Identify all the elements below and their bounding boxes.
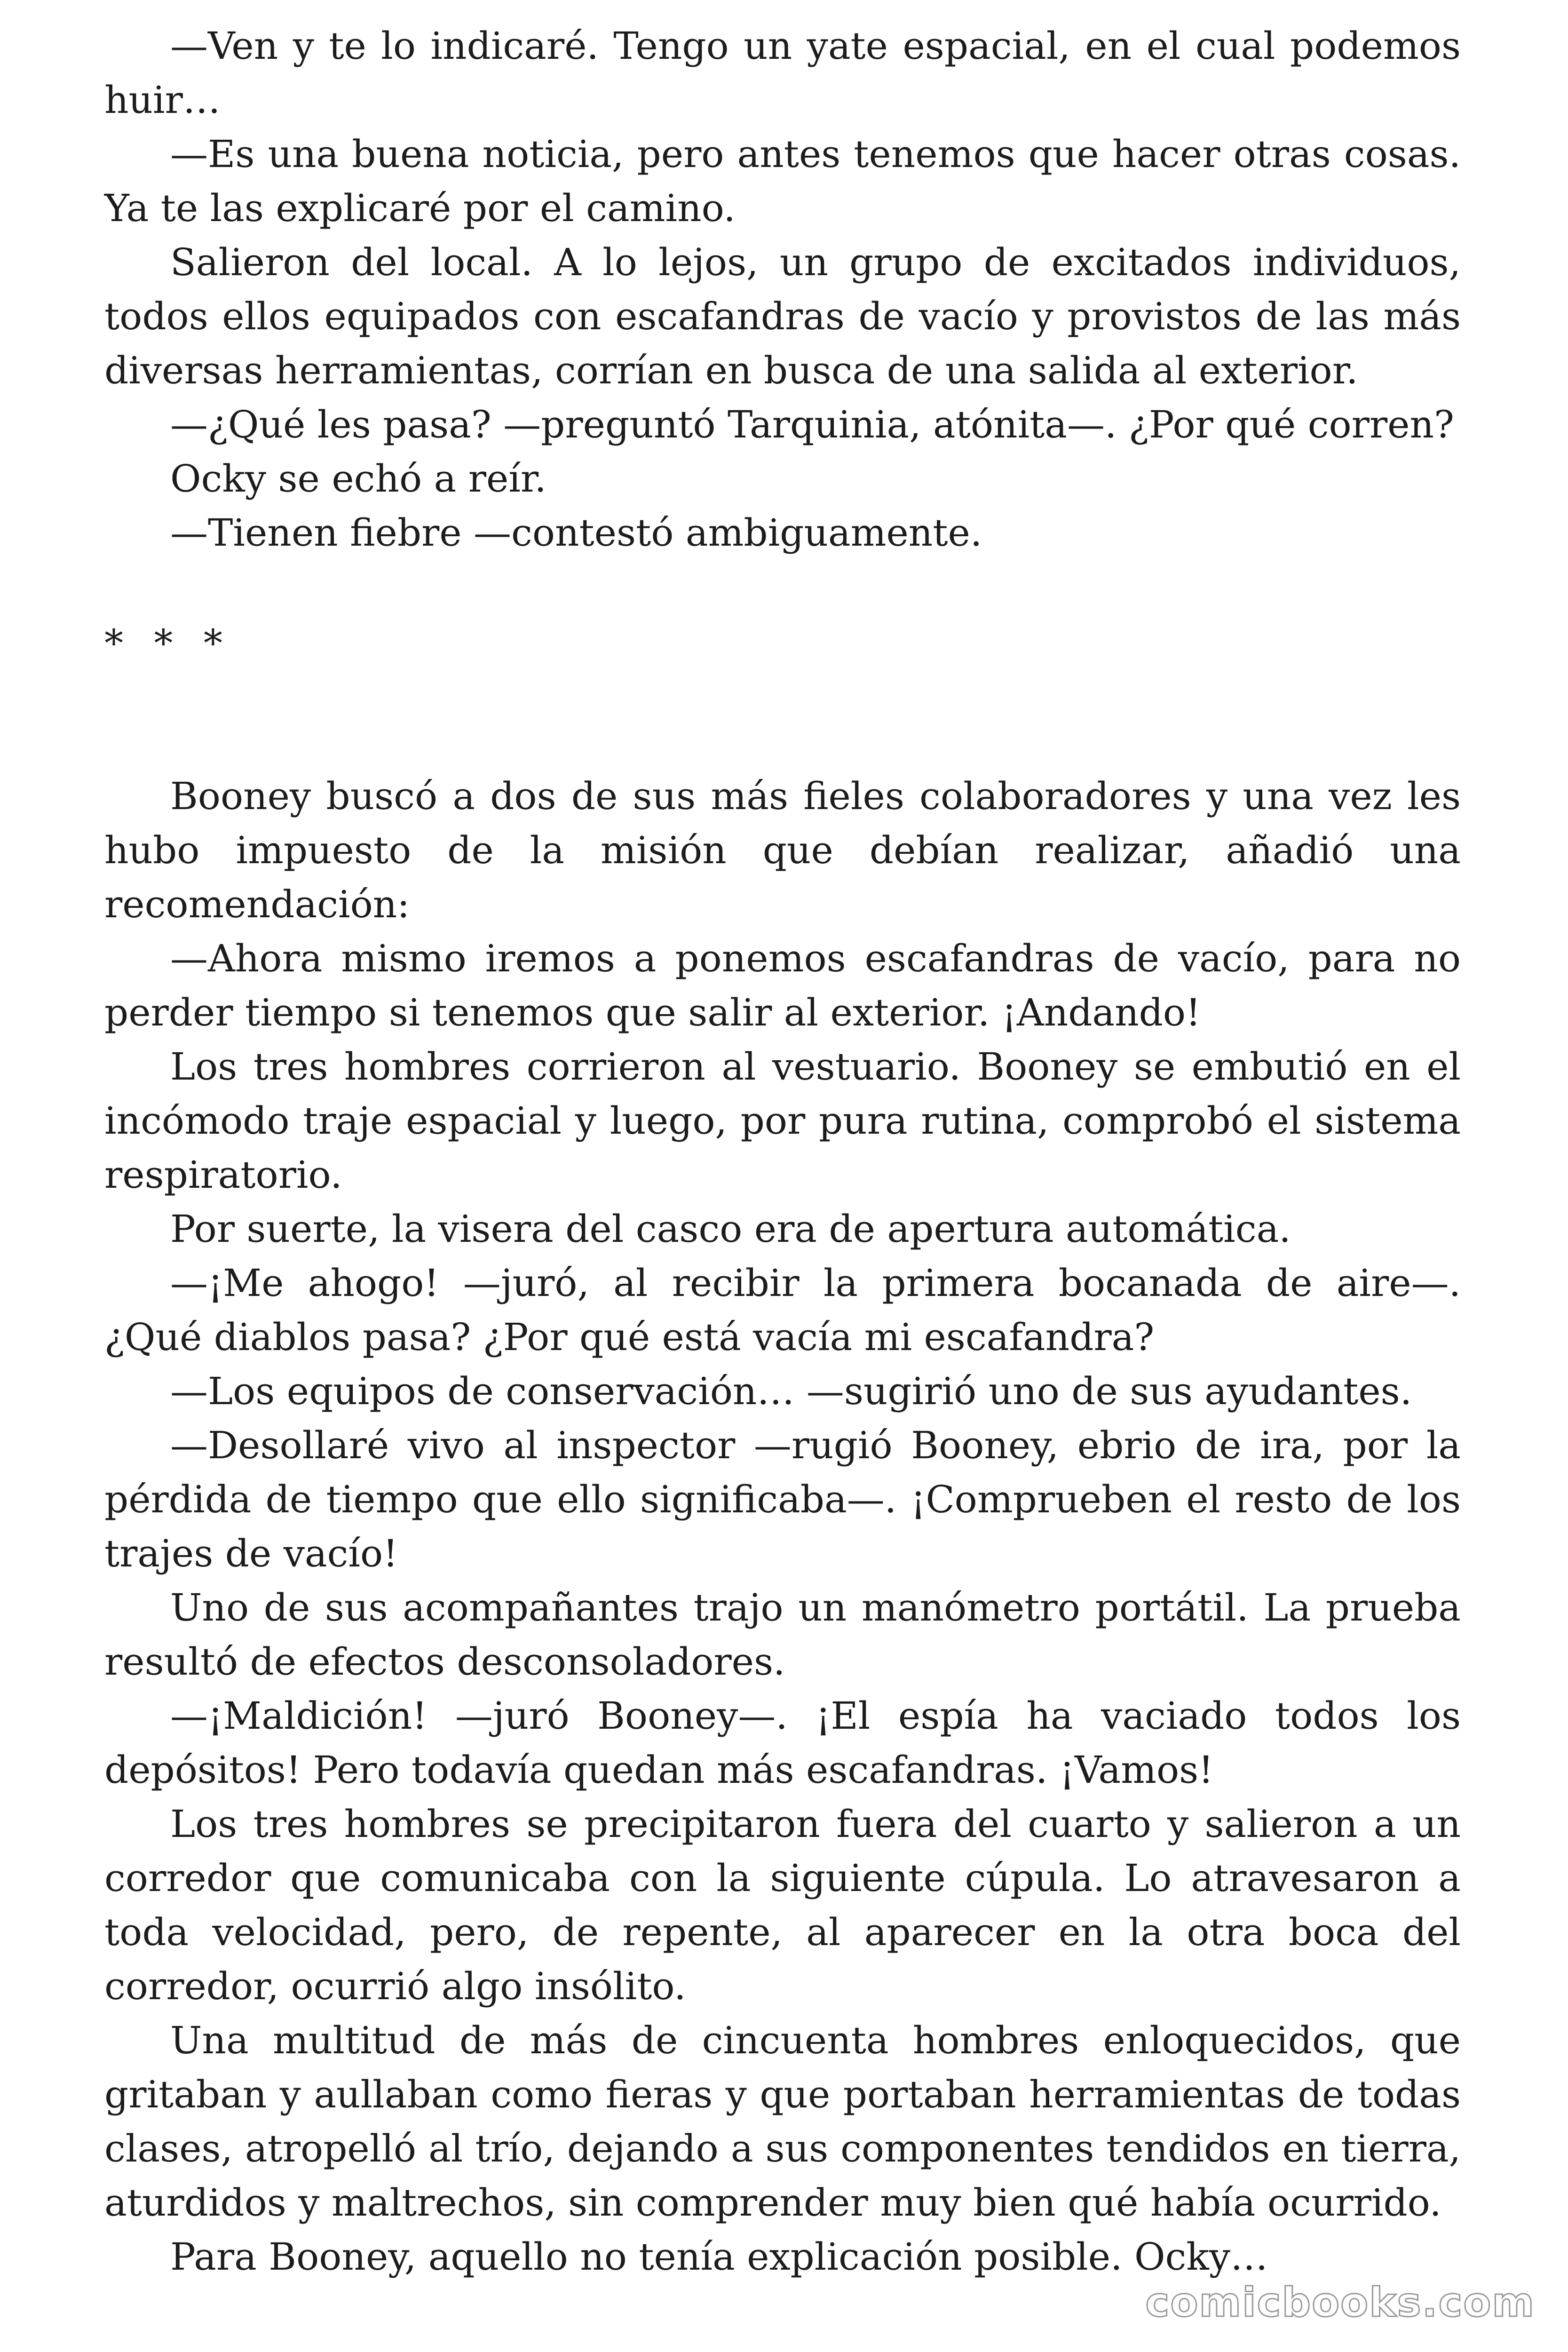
paragraph: Ocky se echó a reír. [170,457,546,501]
paragraph: Los tres hombres corrieron al vestuario. Booney se embutió en el incómodo traje espacial y luego, por pura rutina, comprobó el sistema respiratorio. [104,1045,1461,1197]
paragraph: Una multitud de más de cincuenta hombres enloquecidos, que gritaban y aullaban como fieras y que portaban herramientas de todas clases, atropelló al trío, dejando a sus componentes tendidos en tierra, aturdidos y maltrechos, sin comprender muy bien qué había ocurrido. [104,2018,1461,2225]
paragraph: Para Booney, aquello no tenía explicación posible. Ocky… [170,2235,1268,2279]
paragraph: —Los equipos de conservación… —sugirió uno de sus ayudantes. [170,1369,1412,1413]
paragraph: Los tres hombres se precipitaron fuera del cuarto y salieron a un corredor que comunicaba con la siguiente cúpula. Lo atravesaron a toda velocidad, pero, de repente, al aparecer en la otra boca del corredor, ocurrió algo insólito. [104,1802,1461,2008]
paragraph: —Ven y te lo indicaré. Tengo un yate espacial, en el cual podemos huir… [104,24,1461,122]
paragraph: —Tienen fiebre —contestó ambiguamente. [170,511,982,555]
paragraph: —Es una buena noticia, pero antes tenemos que hacer otras cosas. Ya te las explicaré por el camino. [104,132,1461,230]
paragraph: —¡Maldición! —juró Booney—. ¡El espía ha vaciado todos los depósitos! Pero todavía quedan más escafandras. ¡Vamos! [104,1694,1461,1792]
book-page [104,19,1461,2284]
paragraph: —¡Me ahogo! —juró, al recibir la primera bocanada de aire—. ¿Qué diablos pasa? ¿Por qué está vacía mi escafandra? [104,1261,1461,1359]
paragraph: Por suerte, la visera del casco era de apertura automática. [170,1207,1291,1251]
paragraph: —Desollaré vivo al inspector —rugió Booney, ebrio de ira, por la pérdida de tiempo que ello significaba—. ¡Comprueben el resto de los trajes de vacío! [104,1423,1461,1575]
paragraph: —¿Qué les pasa? —preguntó Tarquinia, atónita—. ¿Por qué corren? [170,403,1454,446]
paragraph: Booney buscó a dos de sus más fieles colaboradores y una vez les hubo impuesto de la misión que debían realizar, añadió una recomendación: [104,774,1461,926]
scene-separator: * * * [104,621,232,665]
paragraph: —Ahora mismo iremos a ponemos escafandras de vacío, para no perder tiempo si tenemos que salir al exterior. ¡Andando! [104,937,1461,1034]
watermark: comicbooks.com [1145,2279,1535,2326]
paragraph: Uno de sus acompañantes trajo un manómetro portátil. La prueba resultó de efectos desconsoladores. [104,1586,1461,1684]
paragraph: Salieron del local. A lo lejos, un grupo de excitados individuos, todos ellos equipados con escafandras de vacío y provistos de las más diversas herramientas, corrían en busca de una salida al exterior. [104,240,1461,392]
